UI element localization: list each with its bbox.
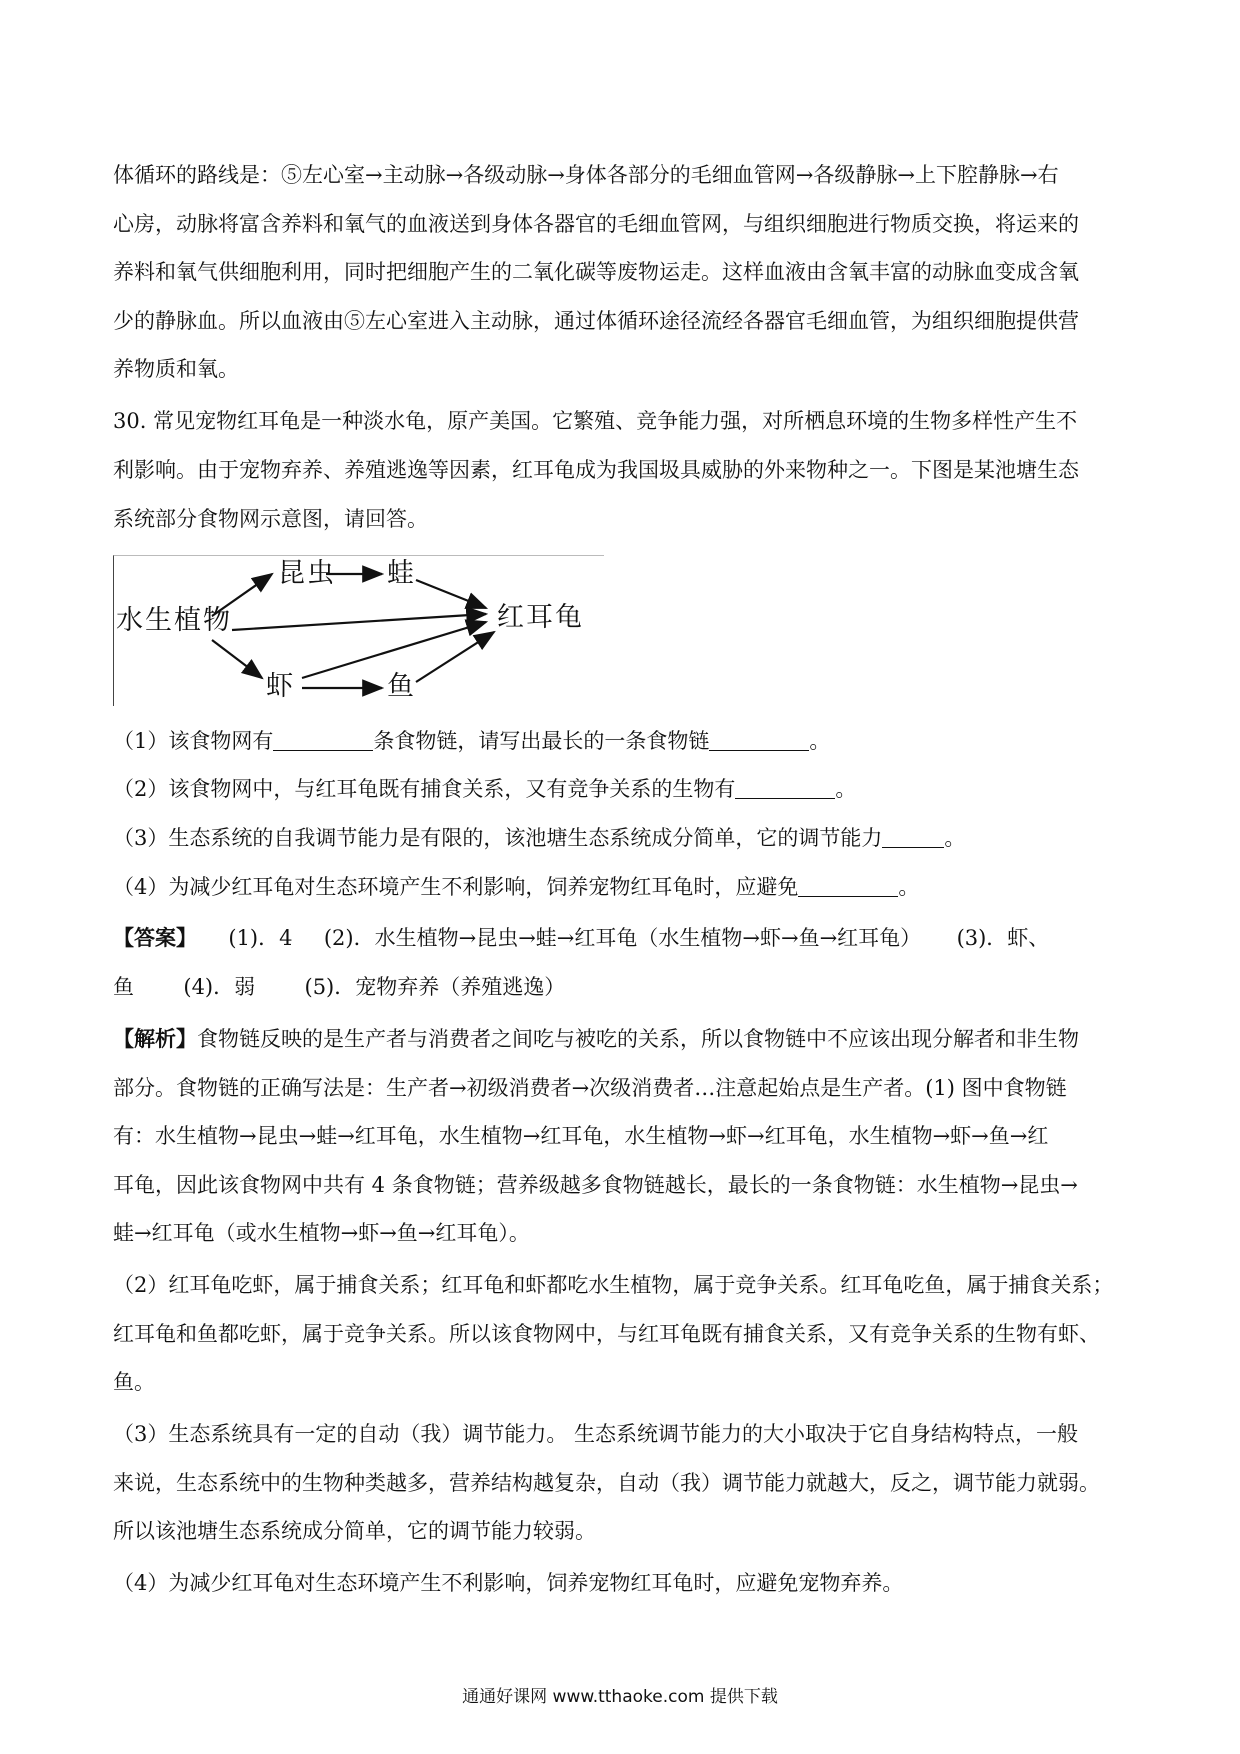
answer-item: (1)．4 bbox=[228, 926, 293, 950]
answer-label: 【答案】 bbox=[113, 925, 197, 950]
question-text: 条食物链，请写出最长的一条食物链 bbox=[373, 729, 710, 753]
analysis-line: 耳龟，因此该食物网中共有 4 条食物链；营养级越多食物链越长，最长的一条食物链：水生植物→昆虫→ bbox=[113, 1173, 1078, 1197]
question-text: （2）该食物网中，与红耳龟既有捕食关系，又有竞争关系的生物有 bbox=[113, 777, 736, 801]
text-line: 体循环的路线是：⑤左心室→主动脉→各级动脉→身体各部分的毛细血管网→各级静脉→上下腔静脉→右 bbox=[113, 163, 1059, 187]
arrow-plant-turtle bbox=[232, 614, 486, 630]
arrow-frog-turtle bbox=[416, 580, 486, 608]
analysis-line: 部分。食物链的正确写法是：生产者→初级消费者→次级消费者…注意起始点是生产者。(1) 图中食物链 bbox=[113, 1076, 1067, 1100]
arrow-shrimp-turtle bbox=[302, 622, 486, 678]
node-shrimp: 虾 bbox=[266, 671, 295, 702]
analysis-text: 食物链反映的是生产者与消费者之间吃与被吃的关系，所以食物链中不应该出现分解者和非生物 bbox=[197, 1027, 1079, 1051]
node-red-eared-turtle: 红耳龟 bbox=[497, 602, 584, 633]
answer-line bbox=[113, 923, 1240, 953]
text-line: 养料和氧气供细胞利用，同时把细胞产生的二氧化碳等废物运走。这样血液由含氧丰富的动脉血变成含氧 bbox=[113, 260, 1079, 284]
node-frog: 蛙 bbox=[387, 558, 416, 589]
question-text: 。 bbox=[944, 826, 966, 850]
sub-question-3 bbox=[113, 823, 1240, 853]
question-30-line: 系统部分食物网示意图，请回答。 bbox=[113, 507, 428, 531]
answer-item: 鱼 bbox=[113, 975, 134, 999]
question-text: （4）为减少红耳龟对生态环境产生不利影响，饲养宠物红耳龟时，应避免 bbox=[113, 875, 799, 899]
analysis-line: 蛙→红耳龟（或水生植物→虾→鱼→红耳龟）。 bbox=[113, 1221, 530, 1245]
analysis-line: （4）为减少红耳龟对生态环境产生不利影响，饲养宠物红耳龟时，应避免宠物弃养。 bbox=[113, 1571, 904, 1595]
arrow-plant-shrimp bbox=[212, 640, 262, 678]
question-text: （1）该食物网有 bbox=[113, 729, 274, 753]
text-line: 心房，动脉将富含养料和氧气的血液送到身体各器官的毛细血管网，与组织细胞进行物质交换，将运来的 bbox=[113, 212, 1079, 236]
answer-line bbox=[113, 972, 1240, 1002]
answer-blank bbox=[709, 728, 809, 751]
question-30-line: 利影响。由于宠物弃养、养殖逃逸等因素，红耳龟成为我国圾具威胁的外来物种之一。下图是某池塘生态 bbox=[113, 458, 1079, 482]
analysis-line bbox=[113, 1024, 1240, 1054]
sub-question-2 bbox=[113, 774, 1240, 804]
analysis-line: （3）生态系统具有一定的自动（我）调节能力。 生态系统调节能力的大小取决于它自身结构特点，一般 bbox=[113, 1422, 1079, 1446]
page-footer: 通通好课网 www.tthaoke.com 提供下载 bbox=[462, 1687, 778, 1707]
answer-item: (3)．虾、 bbox=[956, 926, 1050, 950]
answer-blank bbox=[882, 825, 944, 848]
text-line: 养物质和氧。 bbox=[113, 357, 239, 381]
question-30-line: 30. 常见宠物红耳龟是一种淡水龟，原产美国。它繁殖、竞争能力强，对所栖息环境的生物多样性产生不 bbox=[113, 409, 1078, 433]
food-web-diagram bbox=[113, 555, 604, 706]
answer-item: (2)．水生植物→昆虫→蛙→红耳龟（水生植物→虾→鱼→红耳龟） bbox=[323, 926, 922, 950]
answer-blank bbox=[798, 874, 898, 897]
analysis-line: （2）红耳龟吃虾，属于捕食关系；红耳龟和虾都吃水生植物，属于竞争关系。红耳龟吃鱼，属于捕食关系； bbox=[113, 1273, 1114, 1297]
question-text: 。 bbox=[835, 777, 857, 801]
analysis-line: 所以该池塘生态系统成分简单，它的调节能力较弱。 bbox=[113, 1519, 596, 1543]
analysis-line: 红耳龟和鱼都吃虾，属于竞争关系。所以该食物网中，与红耳龟既有捕食关系，又有竞争关系的生物有虾、 bbox=[113, 1322, 1100, 1346]
question-text: 。 bbox=[898, 875, 920, 899]
analysis-line: 有：水生植物→昆虫→蛙→红耳龟，水生植物→红耳龟，水生植物→虾→红耳龟，水生植物→虾→鱼→红 bbox=[113, 1124, 1049, 1148]
text-line: 少的静脉血。所以血液由⑤左心室进入主动脉，通过体循环途径流经各器官毛细血管，为组织细胞提供营 bbox=[113, 309, 1079, 333]
analysis-line: 鱼。 bbox=[113, 1370, 155, 1394]
answer-item: (4)．弱 bbox=[183, 975, 256, 999]
answer-blank bbox=[273, 728, 373, 751]
answer-item: (5)．宠物弃养（养殖逃逸） bbox=[304, 975, 566, 999]
node-insect: 昆虫 bbox=[278, 558, 336, 589]
sub-question-4 bbox=[113, 872, 1240, 902]
question-text: （3）生态系统的自我调节能力是有限的，该池塘生态系统成分简单，它的调节能力 bbox=[113, 826, 883, 850]
answer-blank bbox=[735, 776, 835, 799]
sub-question-1 bbox=[113, 726, 1240, 756]
node-aquatic-plant: 水生植物 bbox=[116, 605, 232, 636]
node-fish: 鱼 bbox=[387, 671, 416, 702]
question-text: 。 bbox=[809, 729, 831, 753]
analysis-line: 来说，生态系统中的生物种类越多，营养结构越复杂，自动（我）调节能力就越大，反之，调节能力就弱。 bbox=[113, 1471, 1100, 1495]
analysis-label: 【解析】 bbox=[113, 1026, 197, 1051]
